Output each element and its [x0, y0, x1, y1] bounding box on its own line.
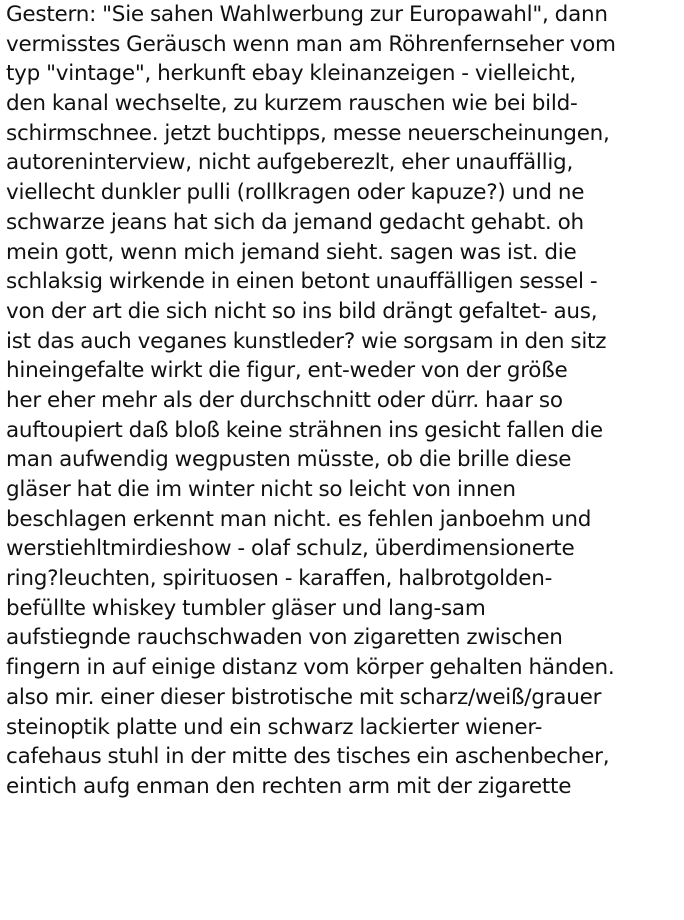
- text-line: man aufwendig wegpusten müsste, ob die brille diese: [6, 447, 572, 473]
- text-line: gläser hat die im winter nicht so leicht von innen: [6, 477, 516, 502]
- text-line: cafehaus stuhl in der mitte des tisches ein aschenbecher,: [6, 744, 610, 770]
- text-line: von der art die sich nicht so ins bild drängt gefaltet- aus,: [6, 298, 598, 324]
- body-text: [6, 0, 684, 802]
- text-line: autoreninterview, nicht aufgeberezlt, eher unauffällig,: [6, 150, 574, 176]
- text-line: typ "vintage", herkunft ebay kleinanzeigen - vielleicht,: [6, 61, 576, 87]
- text-line: steinoptik platte und ein schwarz lackierter wiener-: [6, 714, 543, 740]
- text-line: beschlagen erkennt man nicht. es fehlen janboehm und: [6, 506, 592, 532]
- text-line: schwarze jeans hat sich da jemand gedacht gehabt. oh: [6, 209, 584, 235]
- text-line: schirmschnee. jetzt buchtipps, messe neuerscheinungen,: [6, 120, 610, 146]
- text-line: schlaksig wirkende in einen betont unauffälligen sessel -: [6, 269, 598, 295]
- text-line: befüllte whiskey tumbler gläser und lang-sam: [6, 595, 486, 621]
- text-line: eintich aufg enman den rechten arm mit der zigarette: [6, 773, 572, 799]
- text-line: Gestern: "Sie sahen Wahlwerbung zur Europawahl", dann: [6, 2, 608, 27]
- text-line: vermisstes Geräusch wenn man am Röhrenfernseher vom: [6, 31, 616, 57]
- text-line: also mir. einer dieser bistrotische mit scharz/weiß/grauer: [6, 684, 602, 710]
- text-line: den kanal wechselte, zu kurzem rauschen wie bei bild-: [6, 91, 578, 117]
- text-line: mein gott, wenn mich jemand sieht. sagen was ist. die: [6, 239, 577, 265]
- text-line: hineingefalte wirkt die figur, ent-weder von der größe: [6, 358, 568, 384]
- text-line: aufstiegnde rauchschwaden von zigaretten zwischen: [6, 625, 563, 651]
- text-line: ring?leuchten, spirituosen - karaffen, halbrotgolden-: [6, 566, 553, 592]
- text-line: ist das auch veganes kunstleder? wie sorgsam in den sitz: [6, 328, 607, 354]
- text-line: viellecht dunkler pulli (rollkragen oder kapuze?) und ne: [6, 180, 585, 206]
- text-line: fingern in auf einige distanz vom körper gehalten händen.: [6, 655, 615, 681]
- text-line: her eher mehr als der durchschnitt oder dürr. haar so: [6, 387, 563, 413]
- text-line: auftoupiert daß bloß keine strähnen ins gesicht fallen die: [6, 417, 603, 443]
- text-line: werstiehltmirdieshow - olaf schulz, überdimensionerte: [6, 536, 575, 562]
